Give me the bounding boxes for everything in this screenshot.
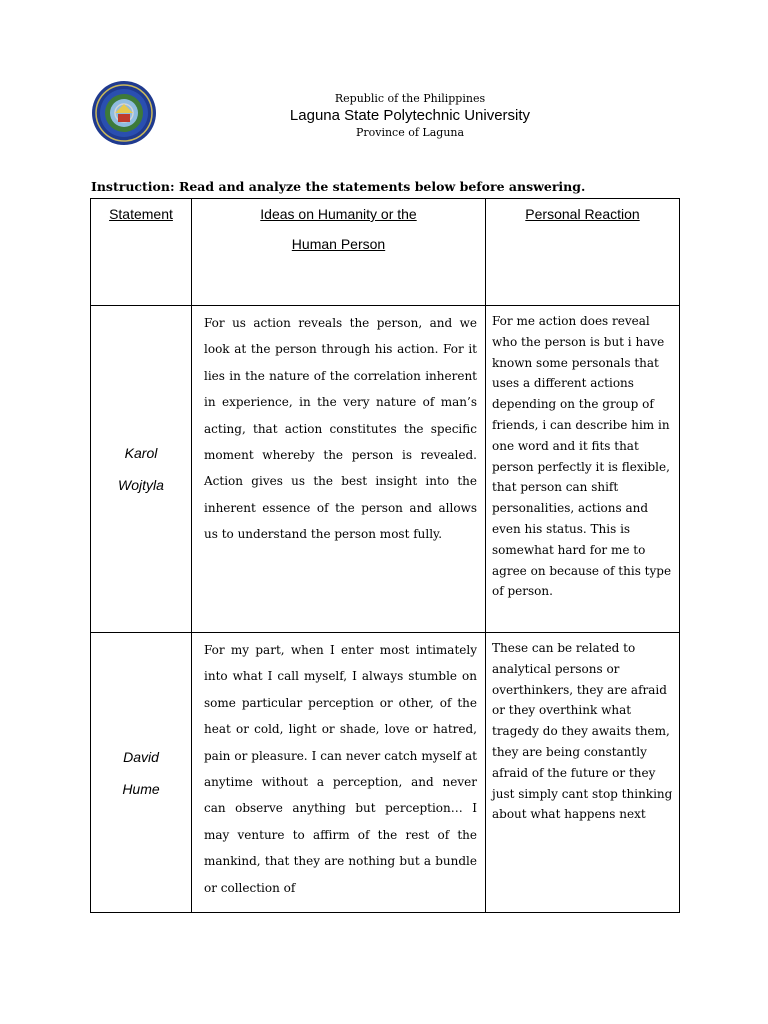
header-ideas-line1: Ideas on Humanity or the <box>260 206 417 222</box>
header-cell-reaction <box>486 199 680 306</box>
university-seal-icon <box>91 80 157 146</box>
university-name: Laguna State Polytechnic University <box>289 107 531 124</box>
reaction-cell <box>486 306 680 633</box>
province-line: Province of Laguna <box>355 126 465 139</box>
header-ideas-line2: Human Person <box>291 236 386 252</box>
ideas-cell <box>192 633 486 913</box>
ideas-cell <box>192 306 486 633</box>
table-row <box>91 306 680 633</box>
instruction-text: Instruction: Read and analyze the statements below before answering. <box>91 179 586 194</box>
reaction-text: For me action does reveal who the person is but i have known some personals that uses a different actions depending on the group of friends, i can describe him in one word and it fits that person perfectly it is flexible, that person can shift personalities, actions and even his status. This is somewhat hard for me to agree on because of this type of person. <box>492 314 672 599</box>
header-cell-statement <box>91 199 192 306</box>
table-header-row <box>91 199 680 306</box>
table-row <box>91 633 680 913</box>
ideas-text: For us action reveals the person, and we look at the person through his action. For it lies in the nature of the correlation inherent in experience, in the very nature of man’s acting, that action constitutes the specific moment whereby the person is revealed. Action gives us the best insight into the inherent essence of the person and allows us to understand the person most fully. <box>204 316 477 542</box>
person-cell <box>91 306 192 633</box>
header-statement: Statement <box>109 206 173 222</box>
document-header <box>200 92 620 140</box>
person-name-line1: Karol <box>124 445 158 461</box>
ideas-text: For my part, when I enter most intimately into what I call myself, I always stumble on some particular perception or other, of the heat or cold, light or shade, love or hatred, pain or pleasure. I can never catch myself at anytime without a perception, and never can observe anything but perception… I may venture to affirm of the rest of the mankind, that they are nothing but a bundle or collection of <box>204 643 477 895</box>
header-cell-ideas <box>192 199 486 306</box>
header-reaction: Personal Reaction <box>525 206 640 222</box>
reaction-text: These can be related to analytical persons or overthinkers, they are afraid or they overthink what tragedy do they awaits them, they are being constantly afraid of the future or they just simply cant stop thinking about what happens next <box>492 641 673 822</box>
person-name-line1: David <box>123 748 159 765</box>
reaction-cell <box>486 633 680 913</box>
person-name-line2: Hume <box>122 780 160 797</box>
analysis-table <box>90 198 680 913</box>
person-cell <box>91 633 192 913</box>
person-name-line2: Wojtyla <box>118 477 164 493</box>
republic-line: Republic of the Philippines <box>334 92 486 105</box>
